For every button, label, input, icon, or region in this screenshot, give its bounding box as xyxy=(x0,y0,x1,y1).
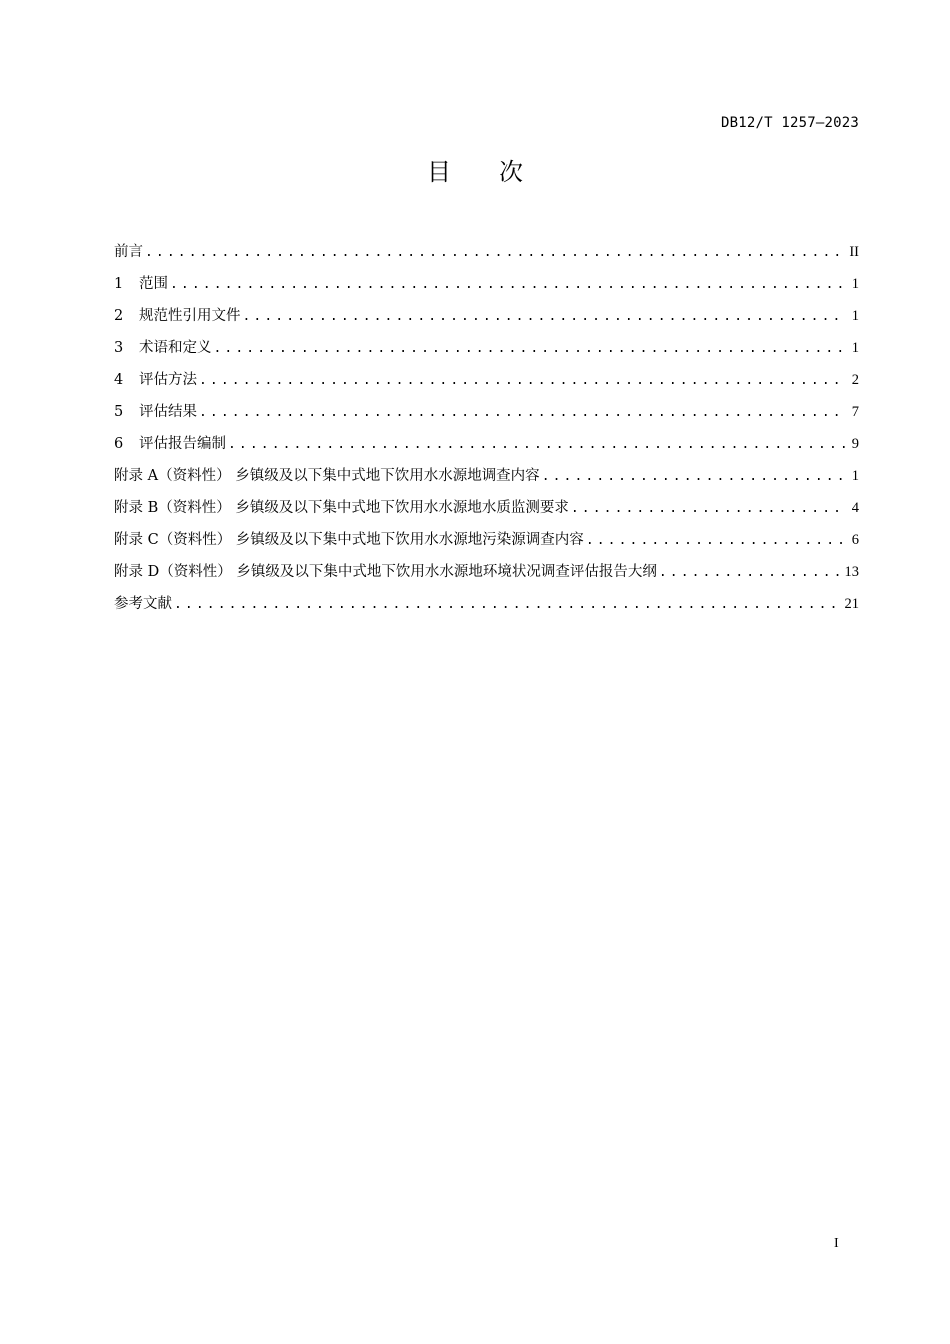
toc-entry-normative-references[interactable] xyxy=(114,300,859,332)
toc-entry-page: 1 xyxy=(851,308,859,324)
toc-entry-number: 6 xyxy=(114,436,124,452)
toc-entry-label: 附录 C（资料性） 乡镇级及以下集中式地下饮用水水源地污染源调查内容 xyxy=(114,532,584,548)
page-title: 目次 xyxy=(427,158,571,186)
toc-entry-number: 2 xyxy=(114,308,124,324)
toc-entry-page: 1 xyxy=(851,468,859,484)
toc-entry-appendix-a[interactable] xyxy=(114,460,859,492)
toc-entry-page: 1 xyxy=(851,276,859,292)
toc-entry-appendix-b[interactable] xyxy=(114,492,859,524)
toc-entry-terms-definitions[interactable] xyxy=(114,332,859,364)
toc-leader-dots xyxy=(659,557,839,588)
toc-entry-label: 附录 B（资料性） 乡镇级及以下集中式地下饮用水水源地水质监测要求 xyxy=(114,500,569,516)
toc-entry-page: 2 xyxy=(851,372,859,388)
toc-entry-label: 参考文献 xyxy=(114,596,172,612)
toc-leader-dots xyxy=(199,397,846,428)
toc-leader-dots xyxy=(199,365,846,396)
toc-entry-appendix-c[interactable] xyxy=(114,524,859,556)
toc-entry-label: 范围 xyxy=(139,276,168,292)
toc-entry-bibliography[interactable] xyxy=(114,588,859,620)
toc-entry-label: 附录 D（资料性） 乡镇级及以下集中式地下饮用水水源地环境状况调查评估报告大纲 xyxy=(114,564,657,580)
toc-leader-dots xyxy=(586,525,846,556)
toc-entry-page: 21 xyxy=(844,596,859,612)
toc-entry-label: 评估报告编制 xyxy=(139,436,226,452)
toc-leader-dots xyxy=(542,461,846,492)
toc-leader-dots xyxy=(145,237,843,268)
toc-leader-dots xyxy=(571,493,846,524)
toc-entry-label: 术语和定义 xyxy=(139,340,212,356)
toc-entry-preface[interactable] xyxy=(114,236,859,268)
page-number: I xyxy=(834,1236,839,1251)
toc-entry-label: 附录 A（资料性） 乡镇级及以下集中式地下饮用水水源地调查内容 xyxy=(114,468,540,484)
table-of-contents xyxy=(114,236,859,620)
toc-leader-dots xyxy=(228,429,846,460)
toc-entry-page: 13 xyxy=(844,564,859,580)
document-code: DB12/T 1257—2023 xyxy=(720,115,859,131)
toc-entry-number: 4 xyxy=(114,372,124,388)
toc-entry-label: 评估结果 xyxy=(139,404,197,420)
toc-entry-label: 前言 xyxy=(114,244,143,260)
toc-entry-page: 9 xyxy=(851,436,859,452)
toc-entry-assessment-method[interactable] xyxy=(114,364,859,396)
toc-entry-appendix-d[interactable] xyxy=(114,556,859,588)
toc-entry-label: 评估方法 xyxy=(139,372,197,388)
toc-entry-label: 规范性引用文件 xyxy=(139,308,241,324)
toc-entry-number: 3 xyxy=(114,340,124,356)
toc-entry-number: 5 xyxy=(114,404,124,420)
toc-entry-page: 4 xyxy=(851,500,859,516)
toc-leader-dots xyxy=(214,333,846,364)
toc-entry-page: 7 xyxy=(851,404,859,420)
toc-entry-report-compilation[interactable] xyxy=(114,428,859,460)
toc-entry-page: 6 xyxy=(851,532,859,548)
toc-leader-dots xyxy=(170,269,846,300)
toc-leader-dots xyxy=(243,301,846,332)
toc-entry-assessment-results[interactable] xyxy=(114,396,859,428)
toc-leader-dots xyxy=(174,589,839,620)
toc-entry-number: 1 xyxy=(114,276,124,292)
toc-entry-scope[interactable] xyxy=(114,268,859,300)
toc-entry-page: II xyxy=(849,244,859,260)
toc-entry-page: 1 xyxy=(851,340,859,356)
